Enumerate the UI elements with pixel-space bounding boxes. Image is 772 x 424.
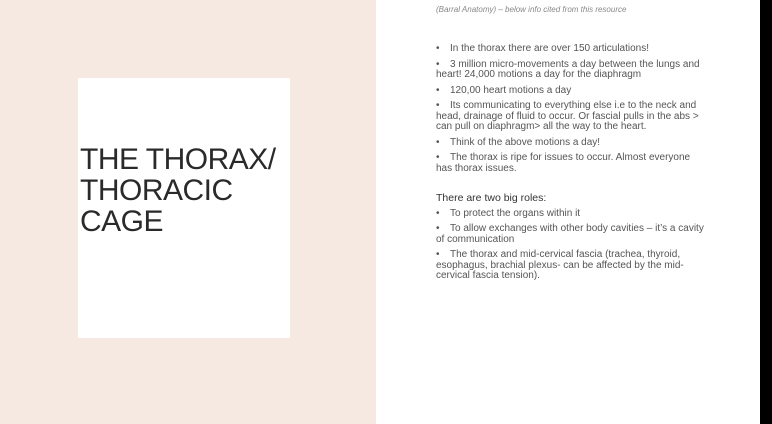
list-item-text: The thorax and mid-cervical fascia (trachea, thyroid, esophagus, brachial plexus- can be affected by the mid-cervical fascia tension). xyxy=(436,249,684,281)
list-item xyxy=(436,60,708,81)
bullet-icon: • xyxy=(436,152,440,163)
list-item-text: Its communicating to everything else i.e to the neck and head, drainage of fluid to occur. Or fascial pulls in the abs > can pull on diaphragm> all the way to the heart. xyxy=(436,100,699,132)
section-heading: There are two big roles: xyxy=(436,192,547,204)
bullet-icon: • xyxy=(436,136,440,148)
left-panel xyxy=(0,0,376,424)
bullet-icon: • xyxy=(436,58,440,70)
list-item xyxy=(436,86,708,97)
list-item xyxy=(436,44,708,55)
list-item-text: In the thorax there are over 150 articulations! xyxy=(450,43,650,54)
list-item-text: To allow exchanges with other body cavities – it’s a cavity of communication xyxy=(436,223,704,245)
bullet-list-facts xyxy=(436,44,708,174)
list-item xyxy=(436,224,708,245)
content-body xyxy=(436,44,708,287)
list-item-text: The thorax is ripe for issues to occur. Almost everyone has thorax issues. xyxy=(436,152,691,174)
list-item-text: To protect the organs within it xyxy=(450,207,581,219)
title-card xyxy=(78,78,290,338)
list-item xyxy=(436,250,708,282)
bullet-icon: • xyxy=(436,207,440,219)
list-item xyxy=(436,101,708,133)
list-item xyxy=(436,138,708,149)
list-item-text: 120,00 heart motions a day xyxy=(450,84,572,96)
slide-title: THE THORAX/ THORACIC CAGE xyxy=(80,143,276,238)
list-item-text: 3 million micro-movements a day between the lungs and heart! 24,000 motions a day for the diaphragm xyxy=(436,58,700,80)
bullet-icon: • xyxy=(436,84,440,96)
bullet-icon: • xyxy=(436,43,440,54)
bullet-icon: • xyxy=(436,100,440,111)
source-note: (Barral Anatomy) – below info cited from this resource xyxy=(436,5,627,14)
right-panel xyxy=(376,0,760,424)
list-item-text: Think of the above motions a day! xyxy=(450,136,601,148)
bullet-icon: • xyxy=(436,249,440,260)
list-item xyxy=(436,153,708,174)
bullet-list-roles xyxy=(436,209,708,282)
list-item xyxy=(436,209,708,220)
bullet-icon: • xyxy=(436,223,440,234)
